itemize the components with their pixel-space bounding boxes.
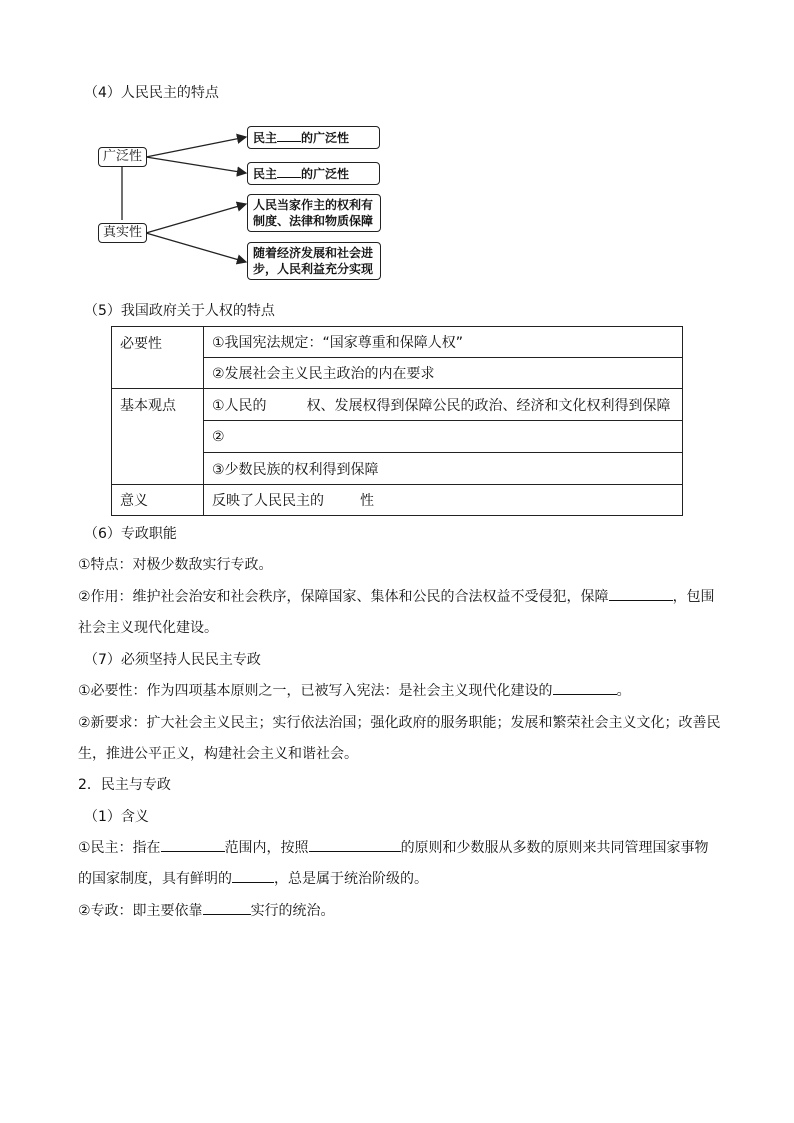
section-6-p2-a: ②作用：维护社会治安和社会秩序，保障国家、集体和公民的合法权益不受侵犯，保障 [78, 589, 609, 605]
meaning-label: 意义 [112, 485, 204, 516]
box4-line2: 步，人民利益充分实现 [253, 262, 374, 276]
human-rights-table [111, 326, 683, 516]
section-6-p2-b: ，包围 [672, 589, 715, 605]
box1-prefix: 民主 [253, 131, 278, 145]
blank-line [609, 586, 673, 601]
section-7-p1 [78, 680, 631, 700]
basic-item-2: ② [204, 421, 683, 453]
section-2-p1 [78, 837, 709, 857]
root-authenticity: 真实性 [98, 223, 147, 243]
section-7-p2: ②新要求：扩大社会主义民主；实行依法治国；强化政府的服务职能；发展和繁荣社会主义文化；改善民 [78, 715, 721, 731]
box2-prefix: 民主 [253, 167, 278, 181]
blank-line [232, 868, 274, 883]
box2-suffix: 的广泛性 [301, 167, 350, 181]
blank-line [309, 837, 401, 852]
section-6-p2-cont: 社会主义现代化建设。 [78, 620, 218, 636]
box3-line1: 人民当家作主的权利有 [253, 198, 374, 212]
section-2-p1-cont [78, 868, 428, 888]
basic-item-1 [204, 389, 683, 421]
table-row [112, 485, 683, 516]
section-7-heading: （7）必须坚持人民民主专政 [84, 652, 261, 668]
blank-line [161, 837, 225, 852]
arrow-broad-2 [146, 157, 246, 173]
table-row [112, 389, 683, 421]
section-2-p2 [78, 900, 335, 920]
box-democracy-scope-2 [247, 162, 380, 185]
blank-line [553, 680, 617, 695]
section-6-heading: （6）专政职能 [84, 526, 177, 542]
section-2-p1-a: ①民主：指在 [78, 840, 161, 856]
section-7-p2-cont: 生，推进公平正义，构建社会主义和谐社会。 [78, 746, 358, 762]
democracy-features-diagram [96, 120, 386, 285]
box4-line1: 随着经济发展和社会进 [253, 246, 374, 260]
basic-item-1-a: ①人民的 [212, 397, 267, 414]
section-7-p1-b: 。 [616, 683, 631, 699]
section-2-p2-a: ②专政：即主要依靠 [78, 903, 203, 919]
table-row [112, 327, 683, 358]
basic-item-3: ③少数民族的权利得到保障 [204, 453, 683, 485]
section-6-p1: ①特点：对极少数敌实行专政。 [78, 557, 273, 573]
arrow-broad-1 [146, 137, 246, 157]
box-rights-guarantee [247, 194, 381, 232]
arrow-real-1 [146, 204, 246, 233]
section-2-sub1: （1）含义 [84, 809, 149, 825]
section-2-p1-e: ，总是属于统治阶级的。 [274, 871, 428, 887]
section-6-p2 [78, 586, 715, 606]
box1-suffix: 的广泛性 [301, 131, 350, 145]
basic-item-1-b: 权、发展权得到保障公民的政治、经济和文化权利得到保障 [306, 397, 671, 414]
necessity-item-2: ②发展社会主义民主政治的内在要求 [204, 358, 683, 389]
basic-view-label: 基本观点 [112, 389, 204, 485]
box2-blank [277, 165, 301, 178]
section-2-heading: 2．民主与专政 [78, 777, 171, 793]
meaning-b: 性 [360, 493, 374, 509]
section-2-p1-d: 的国家制度，具有鲜明的 [78, 871, 232, 887]
arrow-real-2 [146, 233, 246, 262]
root-broadness: 广泛性 [98, 147, 147, 167]
section-5-heading: （5）我国政府关于人权的特点 [84, 303, 275, 319]
box-democracy-scope-1 [247, 126, 380, 149]
section-2-p1-b: 范围内，按照 [224, 840, 309, 856]
section-2-p1-c: 的原则和少数服从多数的原则来共同管理国家事物 [400, 840, 709, 856]
meaning-content [204, 485, 683, 516]
section-4-heading: （4）人民民主的特点 [84, 85, 219, 101]
necessity-item-1: ①我国宪法规定：“国家尊重和保障人权” [204, 327, 683, 358]
box3-line2: 制度、法律和物质保障 [253, 214, 374, 228]
necessity-label: 必要性 [112, 327, 204, 389]
section-2-p2-b: 实行的统治。 [250, 903, 335, 919]
box-interests-realized [247, 242, 381, 280]
meaning-a: 反映了人民民主的 [212, 493, 324, 509]
blank-line [203, 900, 251, 915]
box1-blank [277, 129, 301, 142]
section-7-p1-a: ①必要性：作为四项基本原则之一，已被写入宪法：是社会主义现代化建设的 [78, 683, 553, 699]
